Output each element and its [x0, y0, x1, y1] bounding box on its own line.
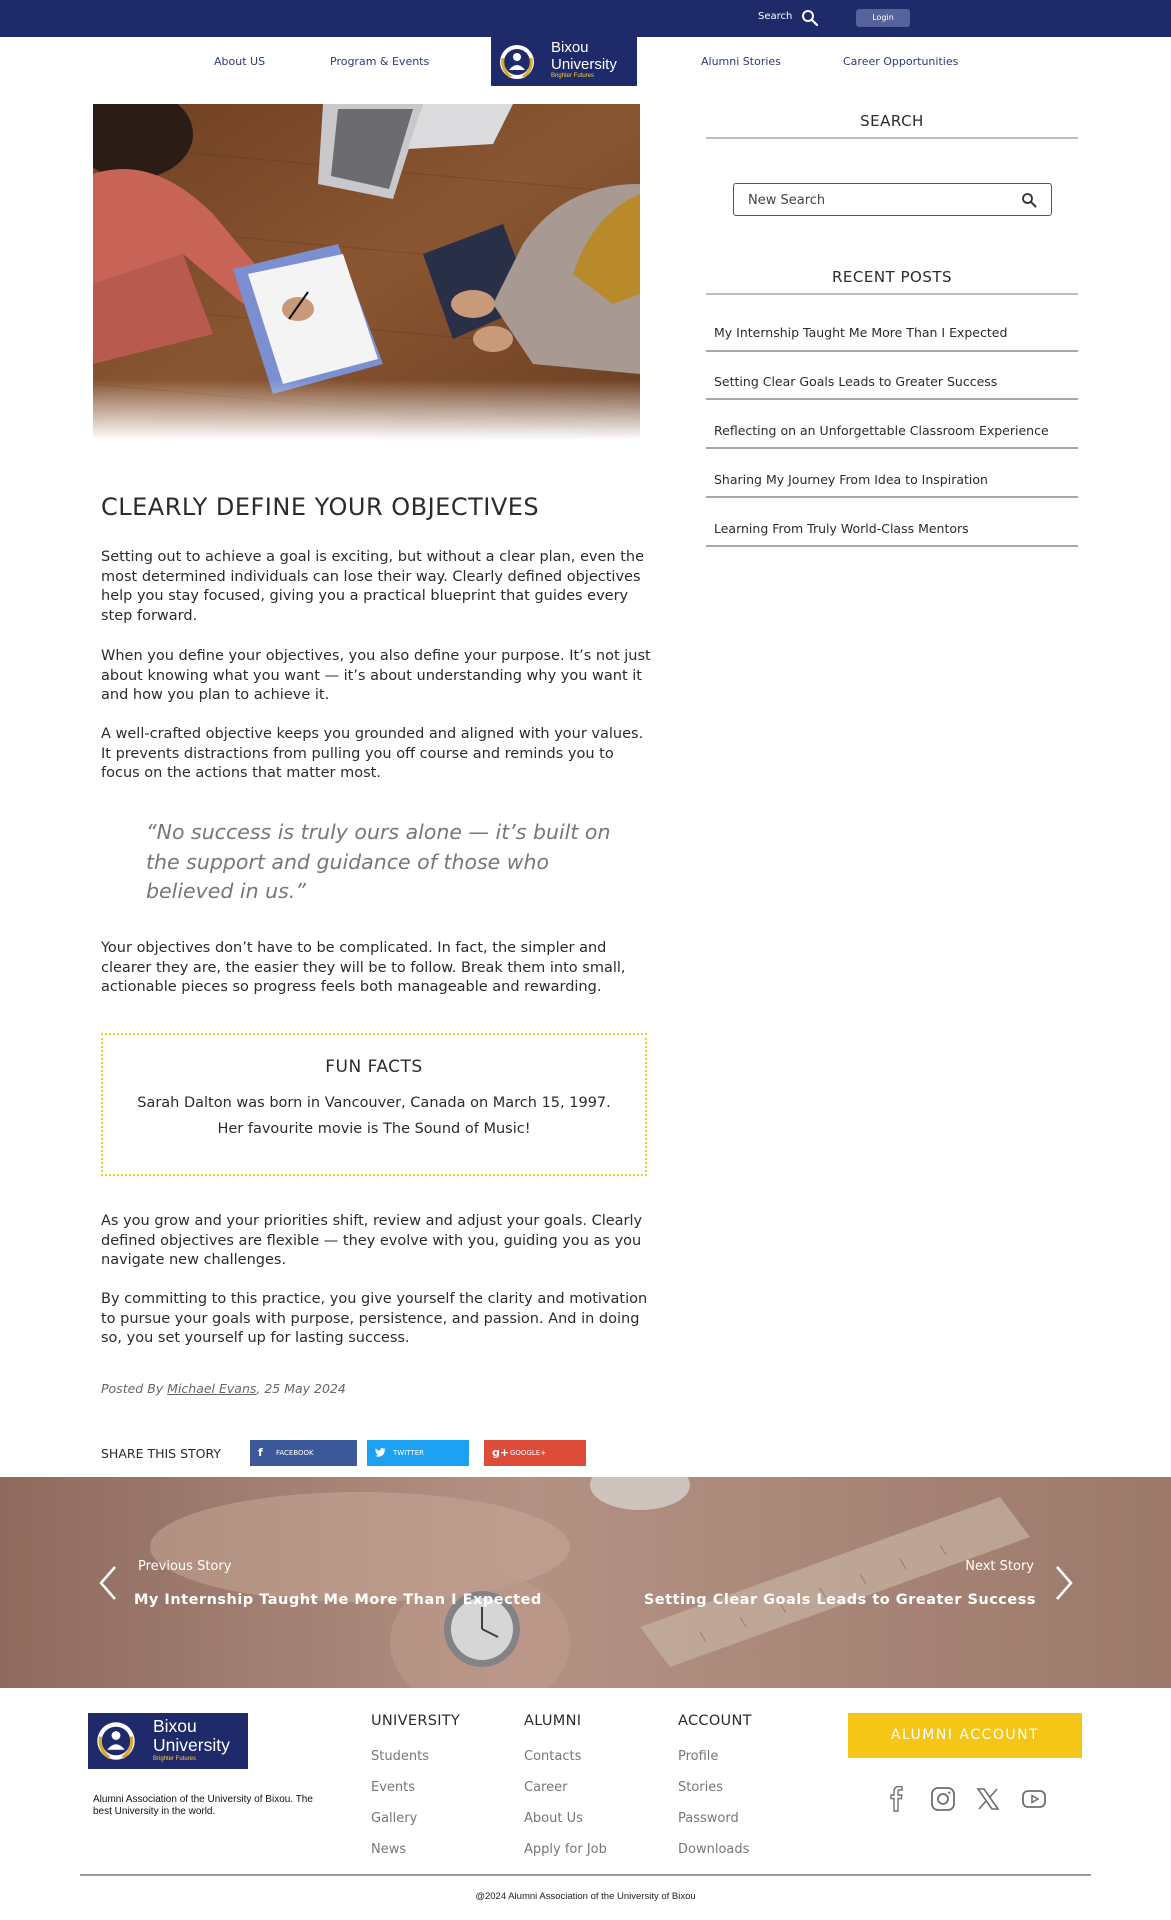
nav-about[interactable]: About US [214, 55, 266, 68]
recent-post-link[interactable]: Learning From Truly World-Class Mentors [714, 521, 969, 536]
divider [706, 496, 1078, 498]
article-paragraph: A well-crafted objective keeps you grounded and aligned with your values. It prevents distractions from pulling you off course and reminds you to focus on the actions that matter most. [101, 726, 644, 782]
recent-post-link[interactable]: Reflecting on an Unforgettable Classroom Experience [714, 423, 1049, 438]
share-facebook-button[interactable]: f FACEBOOK [250, 1440, 357, 1466]
footer-description: Alumni Association of the University of Bixou. The best University in the world. [93, 1794, 313, 1817]
divider [706, 350, 1078, 352]
nav-programs-events[interactable]: Program & Events [330, 55, 430, 68]
copyright: @2024 Alumni Association of the University of Bixou [475, 1891, 696, 1902]
divider [706, 398, 1078, 400]
footer-link-contacts[interactable]: Contacts [524, 1749, 582, 1764]
recent-post-link[interactable]: My Internship Taught Me More Than I Expected [714, 325, 1008, 340]
footer-link-profile[interactable]: Profile [678, 1749, 719, 1764]
brand-name: Bixou University [153, 1716, 230, 1755]
footer-brand-logo[interactable] [88, 1713, 248, 1769]
previous-story-label: Previous Story [138, 1559, 232, 1574]
university-crest-icon [94, 1719, 138, 1763]
post-date: , 25 May 2024 [256, 1381, 346, 1396]
brand-name: Bixou University [551, 39, 617, 73]
footer-link-gallery[interactable]: Gallery [371, 1811, 418, 1826]
next-story-link[interactable]: Setting Clear Goals Leads to Greater Success [643, 1592, 1036, 1608]
story-navigation-band [0, 1477, 1171, 1688]
article-paragraph: By committing to this practice, you give yourself the clarity and motivation to pursue your goals with purpose, persistence, and passion. And in doing so, you set yourself up for lasting success. [101, 1291, 648, 1347]
article-paragraph: When you define your objectives, you also define your purpose. It’s not just about knowing what you want — it’s about understanding why you want it and how you plan to achieve it. [101, 648, 651, 704]
footer-link-stories[interactable]: Stories [678, 1780, 724, 1795]
footer-link-about-us[interactable]: About Us [524, 1811, 583, 1826]
x-icon[interactable] [975, 1786, 1001, 1812]
share-label: SHARE THIS STORY [101, 1446, 222, 1461]
footer-link-events[interactable]: Events [371, 1780, 416, 1795]
fun-facts-heading: FUN FACTS [325, 1057, 423, 1077]
author-link[interactable]: Michael Evans [167, 1381, 257, 1396]
divider [706, 137, 1078, 139]
nav-alumni-stories[interactable]: Alumni Stories [701, 55, 781, 68]
footer-link-apply-for-job[interactable]: Apply for Job [524, 1842, 607, 1857]
previous-story-link[interactable]: My Internship Taught Me More Than I Expected [134, 1592, 542, 1608]
search-icon[interactable] [1021, 192, 1037, 208]
fun-fact: Sarah Dalton was born in Vancouver, Canada on March 15, 1997. [137, 1095, 611, 1111]
fun-fact: Her favourite movie is The Sound of Music! [217, 1121, 531, 1137]
footer-heading-alumni: ALUMNI [524, 1713, 582, 1729]
nav-career-opportunities[interactable]: Career Opportunities [843, 55, 959, 68]
next-story-label: Next Story [965, 1559, 1034, 1574]
brand-logo-link[interactable] [491, 36, 637, 86]
brand-tagline: Brighter Futures [153, 1756, 197, 1762]
facebook-icon: f [258, 1446, 263, 1459]
footer-link-students[interactable]: Students [371, 1749, 429, 1764]
footer-divider [80, 1874, 1091, 1876]
divider [706, 293, 1078, 295]
article-paragraph: Your objectives don’t have to be complicated. In fact, the simpler and clearer they are, the easier they will be to follow. Break them into small, actionable pieces so progress feels both manageable and rewarding. [101, 940, 626, 996]
article-paragraph: As you grow and your priorities shift, review and adjust your goals. Clearly defined objectives are flexible — they evolve with you, guiding you as you navigate new challenges. [101, 1213, 643, 1269]
article-pull-quote: “No success is truly ours alone — it’s built on the support and guidance of those who believed in us.” [146, 820, 611, 903]
instagram-icon[interactable] [930, 1786, 956, 1812]
top-bar [0, 0, 1171, 37]
login-button[interactable]: Login [856, 9, 910, 27]
footer-link-career[interactable]: Career [524, 1780, 568, 1795]
article-title: CLEARLY DEFINE YOUR OBJECTIVES [101, 493, 540, 521]
sidebar-recent-heading: RECENT POSTS [831, 268, 953, 286]
footer-link-downloads[interactable]: Downloads [678, 1842, 750, 1857]
university-crest-icon [497, 42, 537, 82]
footer-heading-university: UNIVERSITY [371, 1713, 461, 1729]
brand-tagline: Brighter Futures [551, 73, 595, 79]
sidebar-search-heading: SEARCH [860, 112, 924, 130]
sidebar-search-input[interactable] [748, 190, 1008, 210]
footer-link-password[interactable]: Password [678, 1811, 739, 1826]
footer-link-news[interactable]: News [371, 1842, 407, 1857]
facebook-icon[interactable] [884, 1786, 910, 1812]
recent-post-link[interactable]: Setting Clear Goals Leads to Greater Success [714, 374, 998, 389]
share-twitter-button[interactable]: TWITTER [367, 1440, 469, 1466]
next-arrow-icon[interactable] [1053, 1564, 1075, 1602]
divider [706, 447, 1078, 449]
post-byline: Posted By Michael Evans, 25 May 2024 [101, 1381, 346, 1396]
previous-arrow-icon[interactable] [97, 1564, 119, 1602]
article-paragraph: Setting out to achieve a goal is exciting, but without a clear plan, even the most determined individuals can lose their way. Clearly defined objectives help you stay focused, giving you a practical blueprint that guides every step forward. [101, 549, 644, 624]
divider [706, 545, 1078, 547]
band-background-image [0, 1477, 1171, 1688]
youtube-icon[interactable] [1021, 1786, 1047, 1812]
top-search-link[interactable]: Search [758, 11, 793, 22]
alumni-account-button[interactable]: ALUMNI ACCOUNT [848, 1713, 1082, 1758]
google-plus-icon: g+ [492, 1446, 510, 1459]
sidebar-search-box [733, 183, 1052, 216]
recent-post-link[interactable]: Sharing My Journey From Idea to Inspiration [714, 472, 988, 487]
fun-facts-box [101, 1033, 647, 1176]
search-icon[interactable] [801, 9, 819, 27]
footer-heading-account: ACCOUNT [678, 1713, 752, 1729]
article-hero-image [93, 104, 640, 440]
twitter-bird-icon [375, 1448, 386, 1458]
share-google-plus-button[interactable]: g+ GOOGLE+ [484, 1440, 586, 1466]
